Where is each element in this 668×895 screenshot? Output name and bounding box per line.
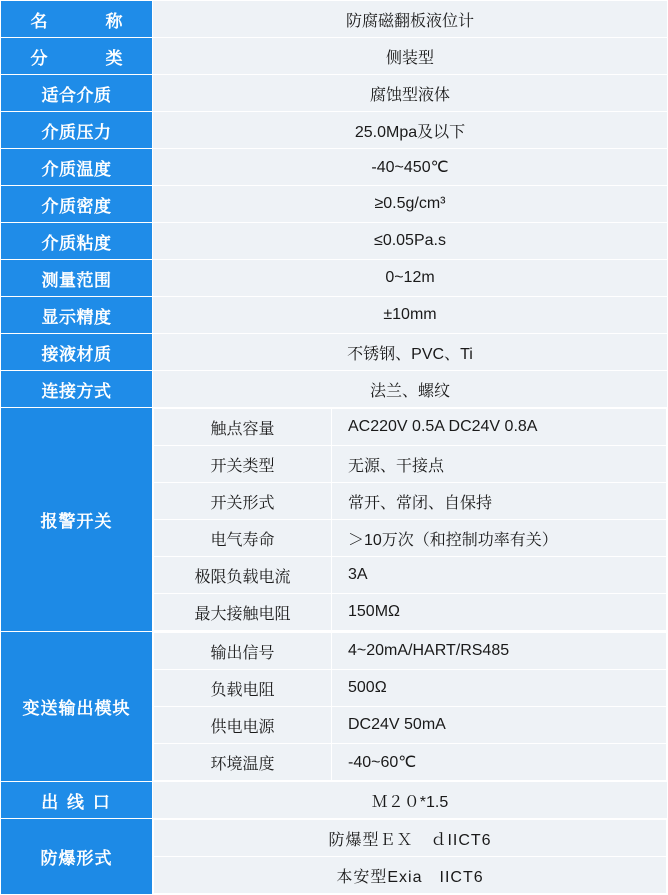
- list-item: [154, 483, 667, 520]
- row-label: 分 类: [1, 38, 153, 75]
- list-item: [154, 409, 667, 446]
- sub-key: 负载电阻: [154, 670, 332, 707]
- sub-value: 500Ω: [332, 670, 667, 707]
- table-row: [1, 38, 668, 75]
- row-value: 25.0Mpa及以下: [153, 112, 668, 149]
- list-item: [154, 557, 667, 594]
- row-value: 侧装型: [153, 38, 668, 75]
- row-label: 显示精度: [1, 297, 153, 334]
- explosion-proof-subtable: [153, 819, 667, 894]
- table-row-group-explosion-proof: [1, 819, 668, 895]
- row-label: 适合介质: [1, 75, 153, 112]
- table-row: [1, 186, 668, 223]
- row-value: -40~450℃: [153, 149, 668, 186]
- table-row: [1, 297, 668, 334]
- table-row: [1, 75, 668, 112]
- sub-key: 输出信号: [154, 633, 332, 670]
- row-value-outlet: Ｍ２０*1.5: [153, 782, 668, 819]
- transmitter-module-subtable: [153, 632, 667, 781]
- sub-value: 防爆型ＥＸ ｄIICT6: [154, 820, 667, 857]
- row-label: 测量范围: [1, 260, 153, 297]
- row-label: 介质压力: [1, 112, 153, 149]
- table-row: [1, 260, 668, 297]
- sub-key: 极限负载电流: [154, 557, 332, 594]
- row-label: 连接方式: [1, 371, 153, 408]
- sub-key: 电气寿命: [154, 520, 332, 557]
- row-label: 名 称: [1, 1, 153, 38]
- row-value: ≥0.5g/cm³: [153, 186, 668, 223]
- list-item: [154, 670, 667, 707]
- list-item: [154, 446, 667, 483]
- sub-key: 环境温度: [154, 744, 332, 781]
- group-label-explosion-proof: 防爆形式: [1, 819, 153, 895]
- sub-value: ＞10万次（和控制功率有关）: [332, 520, 667, 557]
- table-row: [1, 371, 668, 408]
- sub-value: 本安型Exia IICT6: [154, 857, 667, 894]
- row-label: 介质粘度: [1, 223, 153, 260]
- row-label-outlet: 出 线 口: [1, 782, 153, 819]
- row-value: ±10mm: [153, 297, 668, 334]
- list-item: [154, 744, 667, 781]
- table-row-group-transmitter: [1, 632, 668, 782]
- table-row: [1, 782, 668, 819]
- sub-key: 开关形式: [154, 483, 332, 520]
- alarm-switch-subtable: [153, 408, 667, 631]
- sub-value: -40~60℃: [332, 744, 667, 781]
- table-row: [1, 149, 668, 186]
- row-value: 法兰、螺纹: [153, 371, 668, 408]
- list-item: [154, 857, 667, 894]
- sub-key: 供电电源: [154, 707, 332, 744]
- sub-value: 常开、常闭、自保持: [332, 483, 667, 520]
- row-value: 不锈钢、PVC、Ti: [153, 334, 668, 371]
- list-item: [154, 520, 667, 557]
- sub-key: 开关类型: [154, 446, 332, 483]
- list-item: [154, 820, 667, 857]
- table-row: [1, 1, 668, 38]
- table-row: [1, 112, 668, 149]
- list-item: [154, 707, 667, 744]
- row-label: 介质密度: [1, 186, 153, 223]
- sub-value: 无源、干接点: [332, 446, 667, 483]
- row-label: 介质温度: [1, 149, 153, 186]
- sub-key: 触点容量: [154, 409, 332, 446]
- table-row: [1, 223, 668, 260]
- row-value: 防腐磁翻板液位计: [153, 1, 668, 38]
- sub-value: 150MΩ: [332, 594, 667, 631]
- sub-value: AC220V 0.5A DC24V 0.8A: [332, 409, 667, 446]
- group-label-transmitter-module: 变送输出模块: [1, 632, 153, 782]
- sub-value: 3A: [332, 557, 667, 594]
- row-value: 腐蚀型液体: [153, 75, 668, 112]
- table-row-group-alarm-switch: [1, 408, 668, 632]
- row-label: 接液材质: [1, 334, 153, 371]
- table-row: [1, 334, 668, 371]
- row-value: ≤0.05Pa.s: [153, 223, 668, 260]
- list-item: [154, 594, 667, 631]
- sub-value: DC24V 50mA: [332, 707, 667, 744]
- group-label-alarm-switch: 报警开关: [1, 408, 153, 632]
- list-item: [154, 633, 667, 670]
- sub-key: 最大接触电阻: [154, 594, 332, 631]
- sub-value: 4~20mA/HART/RS485: [332, 633, 667, 670]
- row-value: 0~12m: [153, 260, 668, 297]
